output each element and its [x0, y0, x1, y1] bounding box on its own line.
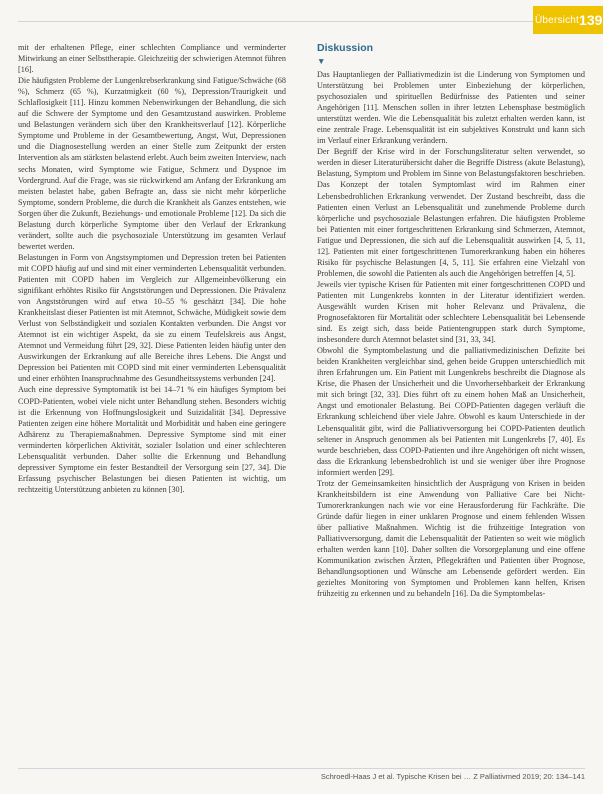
left-paragraph-3: Belastungen in Form von Angstsymptomen und Depression treten bei Patienten mit COPD häufig auf und sind mit einer verminderten Lebensqualität verbunden. Patienten mit COPD haben im Vergleich zur Allgemeinbevölkerung ein signifikant erhöhtes Risiko für Angststörungen und Depressionen. Die Prävalenz von Angststörungen wird auf etwa 10–55 % geschätzt [34]. Die hohe Krankheitslast dieser Patienten ist mit Atemnot, Schwäche, Müdigkeit sowie dem Verlust von Selbständigkeit und sozialen Kontakten verbunden. Die Angst vor Atemnot ist ein wichtiger Aspekt, da sie zu einem Teufelskreis aus Angst, Atemnot und Vermeidung führt [29, 32]. Diese Patienten leiden häufig unter den Auswirkungen der Erkrankung auf alle Bereiche ihres Lebens. Die Angst und Depression bei Patienten mit COPD sind mit einer verminderten Lebensqualität und einer erhöhten Inanspruchnahme des Gesundheitssystems verbunden [24]. [18, 252, 286, 384]
footer-rule [18, 768, 585, 769]
left-paragraph-4: Auch eine depressive Symptomatik ist bei 14–71 % ein häufiges Symptom bei COPD-Patienten, wobei viele nicht unter Behandlung stehen. Besonders wichtig ist die Erkennung von Hoffnungslosigkeit und Suizidalität [34]. Depressive Patienten zeigen eine höhere Mortalität und Morbidität und haben eine geringere Adhärenz zu Therapiemaßnahmen. Depressive Symptome sind mit einer verminderten körperlichen Aktivität, sozialer Isolation und einer schlechteren Lebensqualität verbunden. Daher sollte die Erkennung und Behandlung depressiver Symptome ein fester Bestandteil der Versorgung sein [27, 34]. Die Erfassung psychischer Belastungen bei diesen Patienten ist wichtig, um rechtzeitig Unterstützung anbieten zu können [30]. [18, 385, 286, 494]
right-paragraph-3: Jeweils vier typische Krisen für Patienten mit einer fortgeschrittenen COPD und Patienten mit Lungenkrebs konnten in der Literatur identifiziert werden. Ausgewählt wurden Krisen mit hoher Relevanz und Prävalenz, die Prognosefaktoren für Mortalität oder schlechtere Lebensqualität bei Lebensende sind. Es zeigt sich, dass beide Patientengruppen stark durch Symptome, insbesondere durch Atemnot belastet sind [31, 33, 34]. [317, 279, 585, 345]
section-tab [533, 6, 603, 34]
left-paragraph-2: Die häufigsten Probleme der Lungenkrebserkrankung sind Fatigue/Schwäche (68 %), Schmerz (65 %), Kurzatmigkeit (60 %), Depression/Traurigkeit und Schlaflosigkeit [11]. Hinzu kommen Nebenwirkungen der Behandlung, die sich auf die Schwere der Symptome und den Gesamtzustand auswirken. Probleme und Belastungen verändern sich über den Krankheitsverlauf [12]. Körperliche Symptome und Probleme in der Gesamtbewertung, Angst, Wut, Depressionen und die Diagnosestellung werden an einer Stelle zum Zeitpunkt der ersten Intervention als am stärksten belastend erlebt. Auch beim zweiten Interview, nach sechs Monaten, wird Symptome wie Fatigue, Schmerz und Dyspnoe im Vordergrund. Auf die Frage, was sie rückwirkend am Anfang der Erkrankung am meisten belastet habe, gaben Befragte an, dass sie nicht mehr körperliche Symptome, sondern Probleme, die durch die Krankheit als Ganzes entstehen, wie Sorgen über die Zukunft, Beziehungs- und emotionale Probleme [12]. Da sich die Belastung durch körperliche Symptome über den Verlauf der Erkrankung verändert, sollte auch die psychosoziale Unterstützung im gesamten Verlauf bewertet werden. [18, 76, 286, 251]
left-paragraph-1: mit der erhaltenen Pflege, einer schlechten Compliance und verminderter Mitwirkung an einer Selbsttherapie. Gleichzeitig der schwierigen Atemnot führen [16]. [18, 43, 286, 75]
right-paragraph-1: Das Hauptanliegen der Palliativmedizin ist die Linderung von Symptomen und Unterstützung bei Problemen unter Einbeziehung der körperlichen, psychosozialen und spirituellen Bedürfnisse des Patienten und seiner Angehörigen [11]. Menschen sollen in ihrer letzten Lebensphase bestmöglich unterstützt werden. Wie die Lebensqualität bis zuletzt erhalten werden kann, ist eine zentrale Frage. Lebensqualität ist ein subjektives Konstrukt und kann sich im Verlauf einer Erkrankung verändern. [317, 70, 585, 146]
header-rule [18, 21, 551, 22]
section-heading-diskussion: Diskussion [317, 42, 374, 54]
page-number: 139 [579, 12, 603, 28]
left-column [18, 42, 286, 495]
right-paragraph-4: Obwohl die Symptombelastung und die palliativmedizinischen Defizite bei beiden Krankheiten vergleichbar sind, gehen beide Gruppen unterschiedlich mit ihren Erfahrungen um. Ein Patient mit Lungenkrebs beschreibt die Diagnose als Krise, die Phasen der Unsicherheit und die Unvorhersehbarkeit der Erkrankung mit sich bringt [32, 33]. Dies führt oft zu einem hohen Maß an Unsicherheit, Angst und emotionaler Belastung. Bei COPD-Patienten dagegen verläuft die Erkrankung schleichend über viele Jahre. Obwohl es kaum Unterschiede in der Lebensqualität gibt, wird die Palliativversorgung bei COPD-Patienten deutlich seltener in Anspruch genommen als bei Patienten mit Lungenkrebs [7, 40]. Es wurde beschrieben, dass COPD-Patienten und ihre Angehörigen oft nicht wissen, dass die Erkrankung lebensbedrohlich ist und sie weniger über ihre Prognose informiert werden [29]. [317, 346, 585, 477]
right-column [317, 42, 585, 599]
footer-citation: Schroedl-Haas J et al. Typische Krisen bei … Z Palliativmed 2019; 20: 134–141 [320, 772, 585, 781]
section-label: Übersicht [535, 14, 580, 26]
section-marker-icon: ▼ [317, 56, 326, 66]
right-paragraph-2: Der Begriff der Krise wird in der Forschungsliteratur selten verwendet, so werden in dieser Literaturübersicht daher die Begriffe Distress (akute Belastung), Belastung, Symptom und Problem im Sinne von Belastungsfaktoren beschrieben. Das Konzept der totalen Symptomlast wird im Rahmen einer Lebensbedrohlichen Erkrankung verwendet. Der Zustand beschreibt, dass die Patienten einen Verlust an Lebensqualität und zunehmende Probleme durch körperliche und psychosoziale Belastungen erfahren. Die häufigsten Probleme bei Patienten mit einer fortgeschrittenen Erkrankung sind Schmerzen, Atemnot, Fatigue und Depressionen, die sich auf die Lebensqualität auswirken [4, 5, 11, 12]. Patienten mit einer fortgeschrittenen Tumorerkrankung haben ein höheres Risiko für psychische Belastungen [4, 5, 11]. Sie erfahren eine Vielzahl von Problemen, die sowohl die Patienten als auch die Angehörigen betreffen [4, 5]. [317, 147, 585, 278]
right-paragraph-5: Trotz der Gemeinsamkeiten hinsichtlich der Ausprägung von Krisen in beiden Krankheitsbildern ist eine Anwendung von Palliative Care bei Nicht-Tumorerkrankungen nach wie vor eine Herausforderung für Fachkräfte. Die Gründe dafür liegen in einer unklaren Prognose und einem fehlenden Wissen über palliative Maßnahmen. Wichtig ist die frühzeitige Integration von Palliativversorgung, damit die Lebensqualität der Patienten so weit wie möglich erhalten werden kann [10]. Daher sollten die Vorsorgeplanung und eine offene Kommunikation zwischen Ärzten, Pflegekräften und Patienten über Prognose, Behandlungsoptionen und Wünsche am Lebensende gefördert werden. Ein gezieltes Monitoring von Symptomen und Problemen kann helfen, Krisen frühzeitig zu erkennen und zu behandeln [16]. Da die Symptombelas- [317, 478, 585, 599]
